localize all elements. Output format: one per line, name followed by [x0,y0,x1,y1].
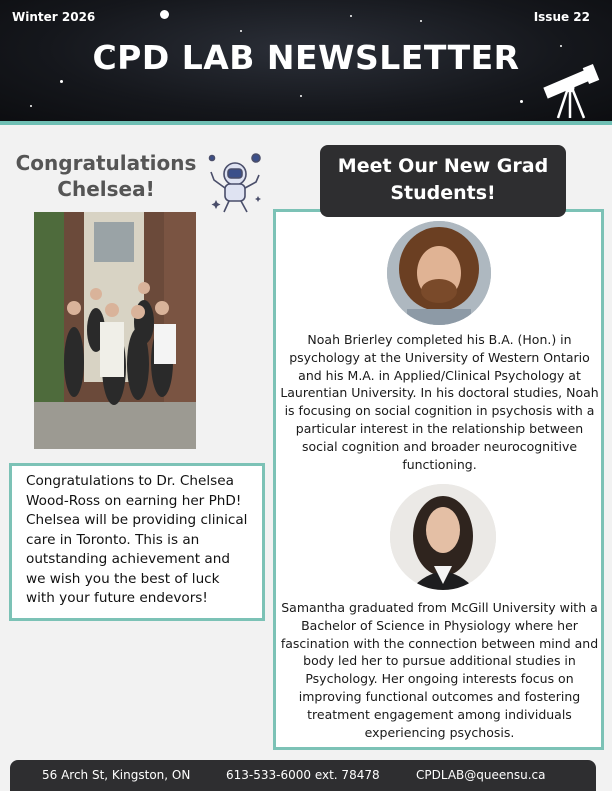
telescope-icon [540,64,602,120]
star-decoration [420,20,422,22]
star-decoration [520,100,523,103]
samantha-avatar [390,484,496,590]
astronaut-icon [204,150,266,218]
congrats-message: Congratulations to Dr. Chelsea Wood-Ross on earning her PhD! Chelsea will be providing clinical care in Toronto. This is an outstanding achievement and we wish you the best of luck with your future endevors! [26,473,248,606]
congrats-message-box [9,463,265,621]
congrats-heading-line2: Chelsea! [57,177,155,201]
header-divider [0,121,612,125]
banner-line2: Students! [390,182,496,204]
issue-number: Issue 22 [533,10,590,24]
footer-address: 56 Arch St, Kingston, ON [42,768,191,782]
congrats-heading-line1: Congratulations [15,151,197,175]
samantha-bio: Samantha graduated from McGill University with a Bachelor of Science in Physiology where her fascination with the connection between mind and body led her to pursue additional studies in Psychology. Her ongoing interests focus on improving functional outcomes and fostering treatment engagement among individuals experiencing psychosis. [280,600,599,740]
banner-line1: Meet Our New Grad [337,155,549,177]
star-decoration [300,95,302,97]
star-decoration [160,10,169,19]
star-decoration [30,105,32,107]
footer-phone: 613-533-6000 ext. 78478 [226,768,380,782]
footer-email[interactable]: CPDLAB@queensu.ca [416,768,546,782]
newsletter-header [0,0,612,123]
noah-bio: Noah Brierley completed his B.A. (Hon.) in psychology at the University of Western Ontario and his M.A. in Applied/Clinical Psychology at Laurentian University. In his doctoral studies, Noah is focusing on social cognition in psychosis with a particular interest in the relationship between social cognition and broader neurocognitive functioning. [280,332,599,472]
star-decoration [240,30,242,32]
star-decoration [350,15,352,17]
meet-grad-students-banner [320,145,566,217]
noah-avatar [387,221,491,325]
footer-contact-bar [10,760,596,791]
congrats-heading [10,150,202,202]
issue-season: Winter 2026 [12,10,96,24]
group-photo [34,212,196,449]
page-title: CPD LAB NEWSLETTER [92,38,520,77]
star-decoration [60,80,63,83]
